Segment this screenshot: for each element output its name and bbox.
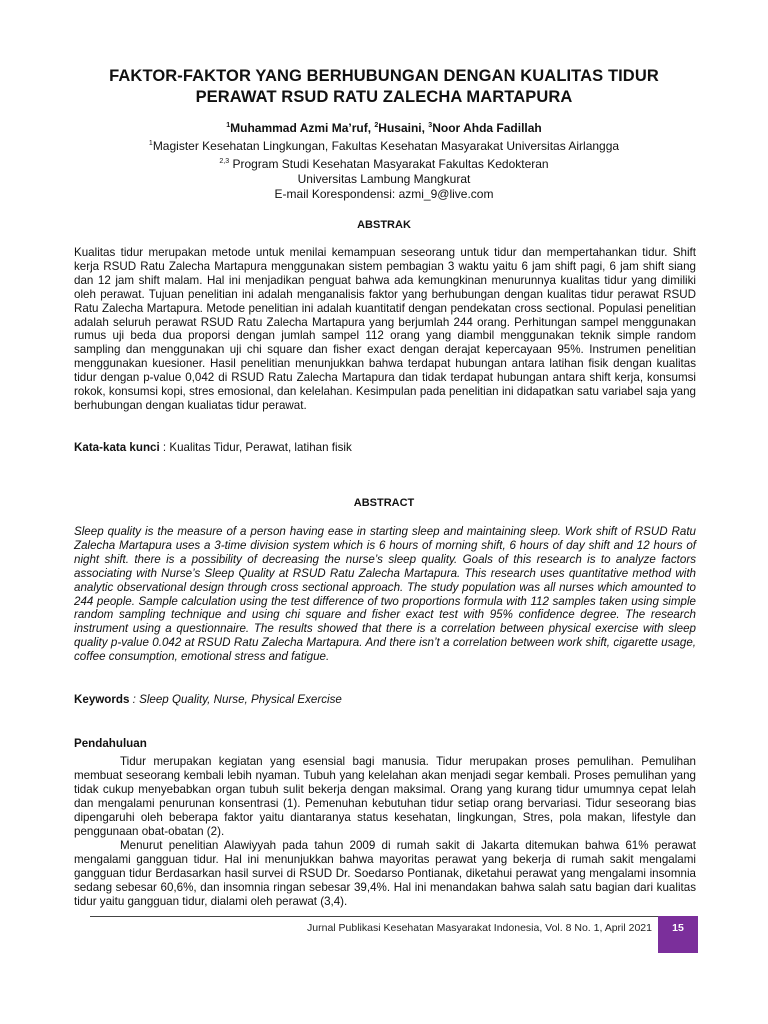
paper-title [60, 66, 708, 108]
abstract-keywords-text: : Sleep Quality, Nurse, Physical Exercise [129, 693, 342, 706]
abstract-keywords [74, 693, 696, 706]
footer-rule [90, 916, 660, 917]
abstract-heading: ABSTRACT [353, 497, 415, 509]
abstract-body [74, 525, 696, 664]
affiliation-2-text: Program Studi Kesehatan Masyarakat Fakultas Kedokteran [229, 157, 549, 171]
abstrak-heading: ABSTRAK [357, 219, 411, 231]
author-3-sup: 3 [428, 122, 433, 129]
correspondence-email: E-mail Korespondensi: azmi_9@live.com [274, 187, 494, 201]
abstract-keywords-label: Keywords [74, 693, 130, 706]
affiliation-1 [60, 136, 708, 154]
abstrak-keywords-text: : Kualitas Tidur, Perawat, latihan fisik [159, 441, 352, 454]
intro-heading: Pendahuluan [74, 737, 147, 750]
intro-paragraph-1-text: Tidur merupakan kegiatan yang esensial bagi manusia. Tidur merupakan proses pemulihan. Pemulihan membuat seseorang kembali lebih nyaman. Tubuh yang kelelahan akan menjadi segar kembali. Proses pemulihan yang tidak cukup menyebabkan organ tubuh sulit bekerja dengan maksimal. Orang yang kurang tidur umumnya cepat lelah dan mengalami penurunan konsentrasi (1). Pemenuhan kebutuhan tidur setiap orang bervariasi. Tidur seseorang bias dipengaruhi oleh beberapa faktor yaitu diantaranya status kesehatan, lingkungan, Stres, pola makan, lifestyle dan penggunaan obat-obatan (2). [74, 755, 696, 838]
affiliation-3: Universitas Lambung Mangkurat [297, 172, 471, 186]
affiliation-1-text: Magister Kesehatan Lingkungan, Fakultas Kesehatan Masyarakat Universitas Airlangga [152, 139, 620, 153]
title-line-2: PERAWAT RSUD RATU ZALECHA MARTAPURA [195, 88, 573, 106]
affiliation-2-sup: 2,3 [219, 158, 230, 165]
affiliation-2 [60, 154, 708, 172]
title-line-1: FAKTOR-FAKTOR YANG BERHUBUNGAN DENGAN KUALITAS TIDUR [109, 67, 659, 85]
intro-paragraph-2-text: Menurut penelitian Alawiyyah pada tahun 2009 di rumah sakit di Jakarta ditemukan bahwa 61% perawat mengalami gangguan tidur. Hal ini menunjukkan bahwa mayoritas perawat yang bekerja di rumah sakit mengalami gangguan tidur Berdasarkan hasil survei di RSUD Dr. Soedarso Pontianak, diketahui perawat yang mengalami insomnia sedang sebesar 60,6%, dan insomnia ringan sebesar 39,4%. Hal ini menandakan bahwa salah satu bagian dari kualitas tidur yaitu gangguan tidur, dialami oleh perawat (3,4). [74, 839, 696, 908]
abstract-text: Sleep quality is the measure of a person having ease in starting sleep and maintaining sleep. Work shift of RSUD Ratu Zalecha Martapura uses a 3-time division system which is 6 hours of morning shift, 6 hours of day shift and 12 hours of night shift. there is a possibility of decreasing the nurse’s sleep quality. Goals of this research is to analyze factors associating with Nurse’s Sleep Quality at RSUD Ratu Zalecha Martapura. This research uses quantitative method with analytic observational design through cross sectional approach. The study population was all nurses which amounted to 244 people. Sample calculation using the test difference of two proportions formula with 112 samples taken using simple random sampling technique and using chi square and fisher exact test with 95% confidence degree. The research instrument using a questionnaire. The results showed that there is a correlation between physical exercise with sleep quality p-value 0.042 at RSUD Ratu Zalecha Martapura. And there isn’t a correlation between work shift, cigarette usage, coffee consumption, emotional stress and fatigue. [74, 525, 696, 664]
abstrak-body [74, 246, 696, 413]
page-number-badge: 15 [658, 916, 698, 953]
author-1: Muhammad Azmi Ma’ruf, [230, 121, 375, 135]
footer-journal: Jurnal Publikasi Kesehatan Masyarakat Indonesia, Vol. 8 No. 1, April 2021 [307, 922, 652, 934]
affiliation-1-sup: 1 [148, 140, 153, 147]
author-2: Husaini, [378, 121, 429, 135]
intro-paragraph-2 [74, 839, 696, 909]
abstrak-keywords-label: Kata-kata kunci [74, 441, 160, 454]
author-1-sup: 1 [226, 122, 231, 129]
abstrak-text: Kualitas tidur merupakan metode untuk menilai kemampuan seseorang untuk tidur dan mempertahankan tidur. Shift kerja RSUD Ratu Zalecha Martapura menggunakan sistem pembagian 3 waktu yaitu 6 jam shift pagi, 6 jam shift siang dan 12 jam shift malam. Hal ini menjadikan penguat bahwa ada kemungkinan menurunnya kualitas tidur yang dimiliki oleh perawat. Tujuan penelitian ini adalah menganalisis faktor yang berhubungan dengan kualitas tidur perawat RSUD Ratu Zalecha Martapura. Metode penelitian ini adalah kuantitatif dengan pendekatan cross sectional. Populasi penelitian adalah seluruh perawat RSUD Ratu Zalecha Martapura yang berjumlah 244 orang. Perhitungan sampel menggunakan rumus uji beda dua proporsi dengan jumlah sampel 112 orang yang diambil menggunakan teknik simple random sampling dan menggunakan uji chi square dan fisher exact dengan derajat kepercayaan 95%. Instrumen penelitian menggunakan kuesioner. Hasil penelitian menunjukkan bahwa terdapat hubungan antara latihan fisik dengan kualitas tidur dengan p-value 0,042 di RSUD Ratu Zalecha Martapura dan tidak terdapat hubungan antara shift kerja, konsumsi rokok, konsumsi kopi, stres emosional, dan kelelahan. Kesimpulan pada penelitian ini didapatkan satu variabel saja yang berhubungan dengan kualiatas tidur perawat. [74, 246, 696, 412]
author-2-sup: 2 [374, 122, 379, 129]
abstrak-keywords [74, 441, 696, 454]
author-3: Noor Ahda Fadillah [432, 121, 542, 135]
author-block [60, 118, 708, 202]
author-names [60, 118, 708, 136]
intro-paragraph-1 [74, 755, 696, 838]
